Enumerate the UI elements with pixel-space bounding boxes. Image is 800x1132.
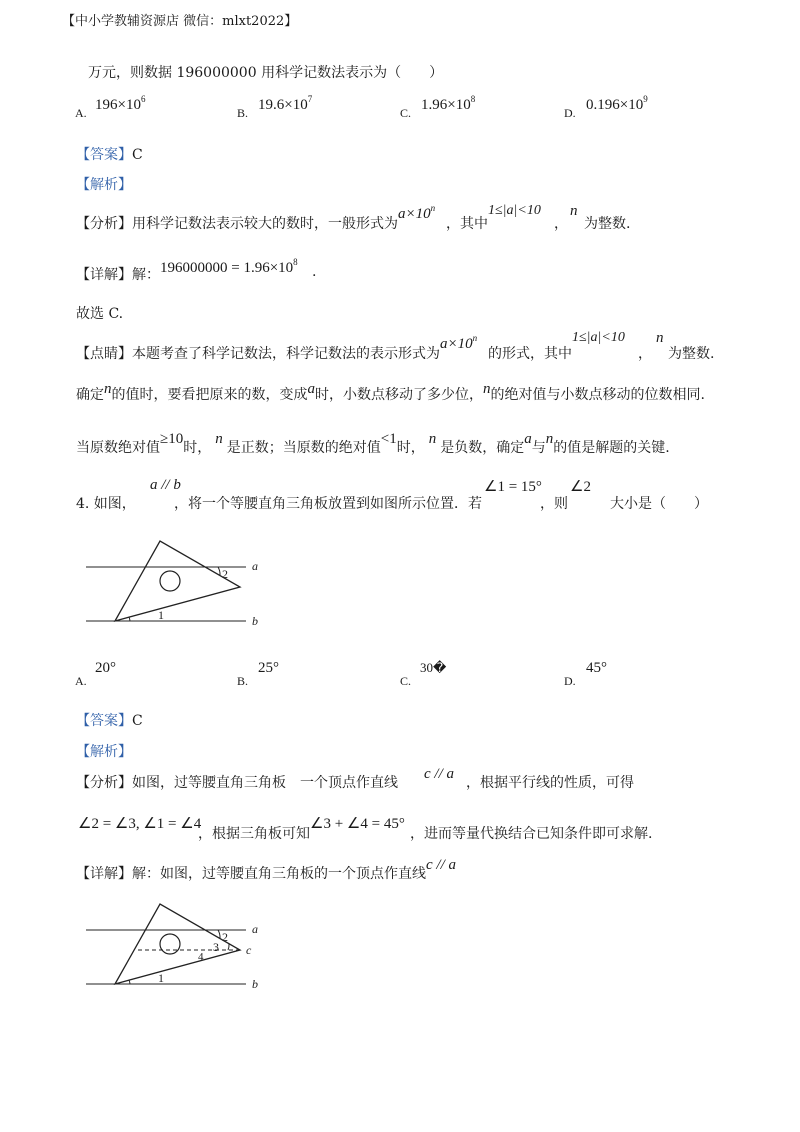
triangle-ruler (115, 904, 240, 984)
label-1: 1 (158, 971, 164, 985)
q3-fenxi-text2: ，其中 (446, 216, 488, 232)
q3-fenxi-math-form: $a\times 10^n$ (398, 203, 436, 222)
label-c: c (246, 943, 252, 957)
q4-option-b-value: 25° (258, 660, 279, 676)
q4-fenxi-line2-text1: ，根据三角板可知 (198, 826, 310, 842)
q3-dianjing-end: 为整数. (668, 346, 715, 362)
q3-guxuan: 故选 C. (76, 306, 124, 322)
q4-stem-text3: 大小是（ ） (610, 496, 708, 512)
q4-figure-2 (78, 898, 278, 998)
q4-xiangjie-line: 【详解】解：如图，过等腰直角三角板的一个顶点作直线 (76, 866, 426, 882)
q3-dianjing-n: n (656, 330, 664, 346)
q3-answer-line (76, 144, 143, 164)
label-2: 2 (222, 567, 228, 581)
q4-stem-math1: a // b (150, 477, 181, 493)
q3-dianjing-math-form: $a\times 10^n$ (440, 333, 478, 352)
q4-fenxi-line2-text2: ，进而等量代换结合已知条件即可求解. (410, 826, 653, 842)
q4-fenxi-text2: ，根据平行线的性质，可得 (466, 775, 634, 791)
q4-option-c-letter: C. (400, 674, 412, 688)
answer-tag: 【答案】 (76, 147, 132, 163)
q3-dianjing-line2: 确定n的值时，要看把原来的数，变成a时，小数点移动了多少位，n的绝对值与小数点移动的位数相同. (76, 381, 705, 403)
label-a: a (252, 922, 258, 936)
label-3: 3 (213, 940, 219, 954)
q3-fenxi-range: 1≤|a|<10 (488, 203, 541, 218)
q3-fenxi-comma: ， (554, 216, 568, 232)
q3-option-a-value: $196\times 10^6$ (95, 94, 146, 113)
q4-fenxi-math: c // a (424, 766, 454, 782)
label-a: a (252, 559, 258, 573)
q3-dianjing-line3: 当原数绝对值≥10时，n是正数；当原数的绝对值<1时，n是负数，确定a与n的值是解题的关键. (76, 431, 670, 456)
q4-stem-text2: ，则 (540, 496, 568, 512)
q3-fenxi-n: n (570, 203, 578, 219)
q4-option-b-letter: B. (237, 674, 249, 688)
q3-dianjing-comma: ， (638, 346, 652, 362)
q3-xiangjie-math: $196000000 = 1.96\times 10^8$ (160, 257, 298, 276)
q4-answer-line: 【答案】C (76, 713, 143, 729)
q3-stem: 万元，则数据 196000000 用科学记数法表示为（ ） (88, 65, 444, 81)
label-1: 1 (158, 608, 164, 622)
q3-option-c-value: $1.96\times 10^8$ (421, 94, 476, 113)
label-4: 4 (198, 951, 204, 963)
q4-xiangjie-math: c // a (426, 857, 456, 873)
q4-fenxi-line2-math2: ∠3 + ∠4 = 45° (310, 816, 405, 832)
label-2: 2 (222, 930, 228, 944)
q4-fenxi-line2-math: ∠2 = ∠3, ∠1 = ∠4 (78, 816, 202, 832)
q4-option-d-letter: D. (564, 674, 576, 688)
q3-option-a-letter: A. (75, 106, 87, 120)
angle-3-arc (228, 944, 229, 950)
q3-dianjing-line: 【点睛】本题考查了科学记数法，科学记数法的表示形式为 (76, 346, 440, 362)
q3-analysis-tag: 【解析】 (76, 177, 132, 193)
q3-option-c-letter: C. (400, 106, 412, 120)
q3-option-b-value: $19.6\times 10^7$ (258, 94, 313, 113)
q3-option-d-value: $0.196\times 10^9$ (586, 94, 648, 113)
q4-stem-text1: ，将一个等腰直角三角板放置到如图所示位置．若 (174, 496, 482, 512)
q3-xiangjie-line: 【详解】解： (76, 267, 160, 283)
q4-option-a-value: 20° (95, 660, 116, 676)
triangle-ruler (115, 541, 240, 621)
q3-fenxi-line: 【分析】用科学记数法表示较大的数时，一般形式为 (76, 216, 398, 232)
q4-option-c-value: 30� (420, 660, 447, 675)
q4-option-d-value: 45° (586, 660, 607, 676)
label-b: b (252, 614, 258, 628)
q4-stem-line: 4. 如图， (76, 496, 136, 512)
label-b: b (252, 977, 258, 991)
q3-fenxi-end: 为整数. (584, 216, 631, 232)
ruler-hole (160, 571, 180, 591)
q4-option-a-letter: A. (75, 674, 87, 688)
q3-option-b-letter: B. (237, 106, 249, 120)
answer-value: C (132, 147, 143, 163)
q3-xiangjie-end: . (312, 264, 317, 280)
header-banner: 【中小学教辅资源店 微信：mlxt2022】 (62, 14, 298, 29)
q4-fenxi-line: 【分析】如图，过等腰直角三角板 一个顶点作直线 (76, 775, 398, 791)
q3-option-d-letter: D. (564, 106, 576, 120)
q4-figure-1 (78, 535, 278, 635)
q3-dianjing-range: 1≤|a|<10 (572, 330, 625, 345)
ruler-hole (160, 934, 180, 954)
q4-stem-math2: ∠1 = 15° (484, 479, 542, 495)
q4-stem-math3: ∠2 (570, 479, 591, 495)
q4-analysis-tag: 【解析】 (76, 744, 132, 760)
q3-dianjing-text2: 的形式，其中 (488, 346, 572, 362)
